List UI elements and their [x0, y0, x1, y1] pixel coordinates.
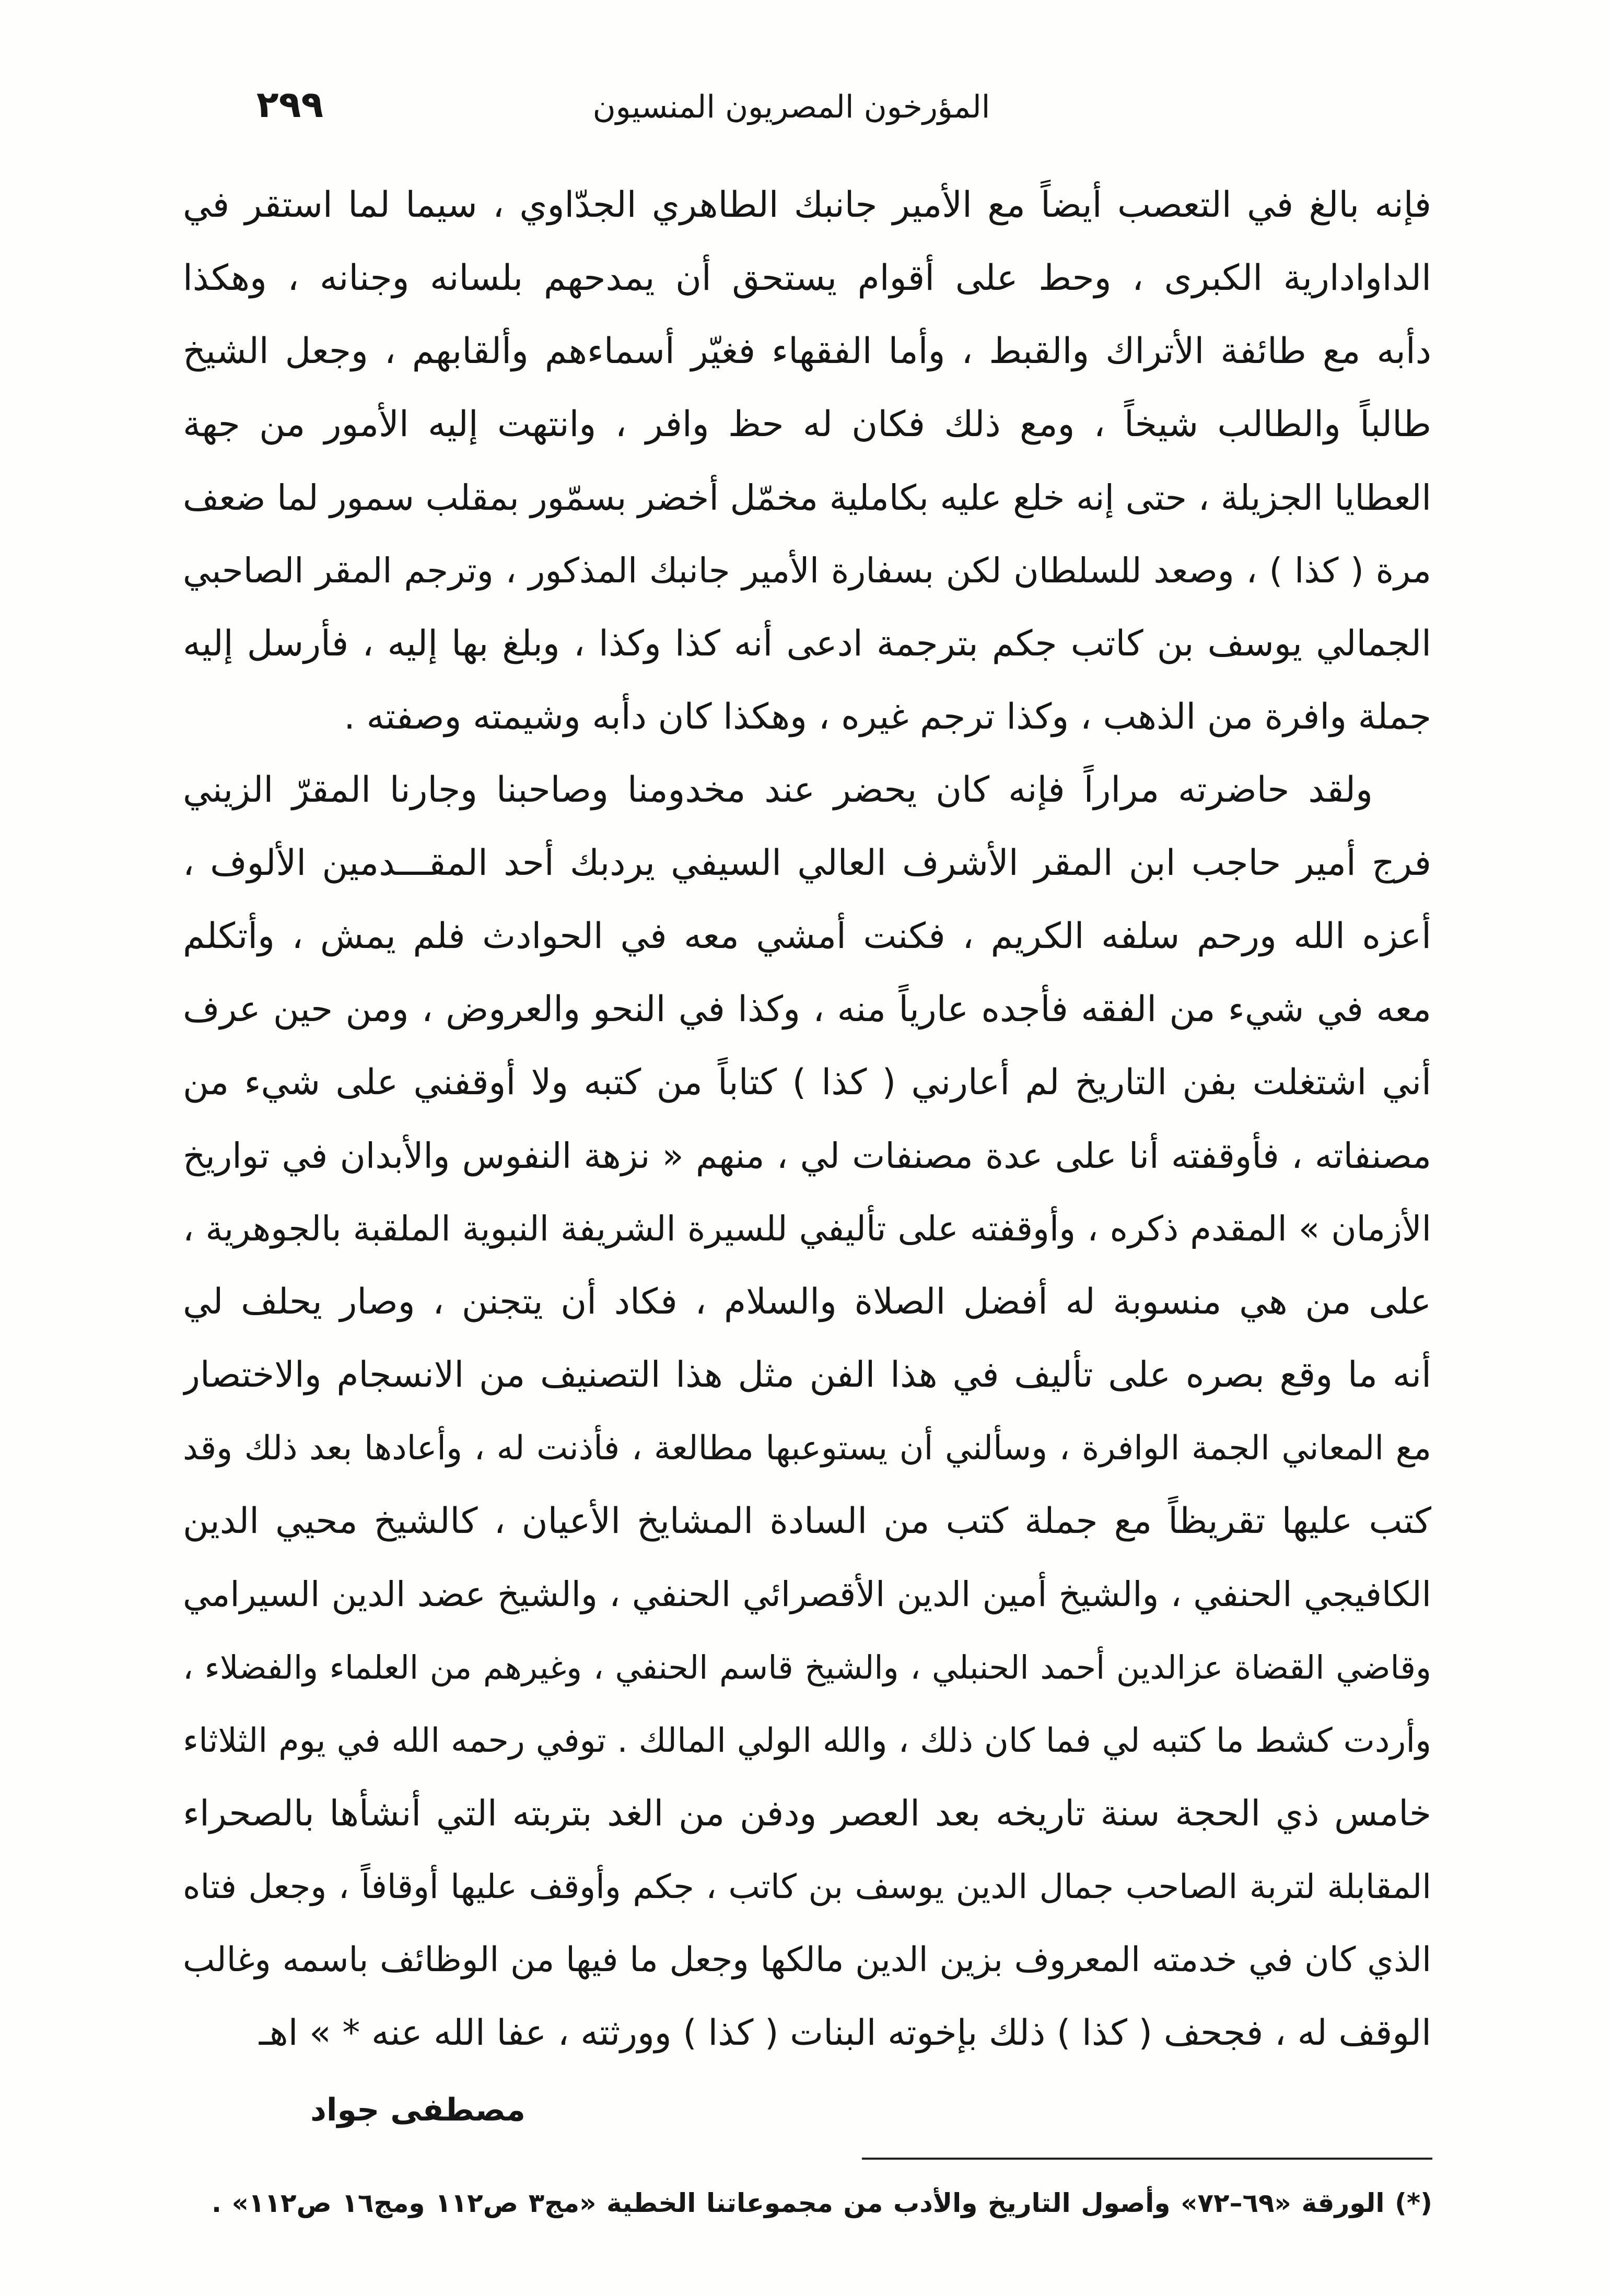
text-line: أنه ما وقع بصره على تأليف في هذا الفن مثل هذا التصنيف من الانسجام والاختصار [183, 1354, 1431, 1396]
text-line: الذي كان في خدمته المعروف بزين الدين مالكها وجعل ما فيها من الوظائف باسمه وغالب [183, 1940, 1431, 1979]
text-line: الجمالي يوسف بن كاتب جكم بترجمة ادعى أنه كذا وكذا ، وبلغ بها إليه ، فأرسل إليه [183, 623, 1431, 664]
text-line: على من هي منسوبة له أفضل الصلاة والسلام ، فكاد أن يتجنن ، وصار يحلف لي [183, 1281, 1431, 1322]
footnote: (*) الورقة «٦٩–٧٢» وأصول التاريخ والأدب من مجموعاتنا الخطية «مج٣ ص١١٢ ومج١٦ ص١١٢» . [212, 2188, 1432, 2218]
text-line: العطايا الجزيلة ، حتى إنه خلع عليه بكاملية مخمّل أخضر بسمّور بمقلب سمور لما ضعف [183, 477, 1431, 518]
running-head-title: المؤرخون المصريون المنسيون [592, 89, 990, 125]
page-number: ٢٩٩ [256, 83, 324, 126]
text-line: أعزه الله ورحم سلفه الكريم ، فكنت أمشي معه في الحوادث فلم يمش ، وأتكلم [183, 916, 1431, 957]
body-text [183, 169, 1431, 2070]
text-line: وأردت كشط ما كتبه لي فما كان ذلك ، والله الولي المالك . توفي رحمه الله في يوم الثلاثاء [183, 1721, 1431, 1760]
text-line: الوقف له ، فجحف ( كذا ) ذلك بإخوته البنات ( كذا ) وورثته ، عفا الله عنه * » اهـ [259, 2012, 1431, 2054]
text-line: الأزمان » المقدم ذكره ، وأوقفته على تأليفي للسيرة الشريفة النبوية الملقبة بالجوهرية ، [183, 1209, 1431, 1249]
text-line: كتب عليها تقريظاً مع جملة كتب من السادة المشايخ الأعيان ، كالشيخ محيي الدين [183, 1501, 1431, 1542]
footnote-rule [862, 2158, 1432, 2160]
text-line: أني اشتغلت بفن التاريخ لم أعارني ( كذا ) كتاباً من كتبه ولا أوقفني على شيء من [183, 1062, 1431, 1103]
text-line: خامس ذي الحجة سنة تاريخه بعد العصر ودفن من الغد بتربته التي أنشأها بالصحراء [183, 1793, 1431, 1834]
paragraph [183, 169, 1431, 754]
text-line: وقاضي القضاة عزالدين أحمد الحنبلي ، والشيخ قاسم الحنفي ، وغيرهم من العلماء والفضلاء ، [183, 1648, 1431, 1686]
text-line: فرج أمير حاجب ابن المقر الأشرف العالي السيفي يردبك أحد المقـــدمين الألوف ، [183, 842, 1431, 884]
text-line: مرة ( كذا ) ، وصعد للسلطان لكن بسفارة الأمير جانبك المذكور ، وترجم المقر الصاحبي [183, 550, 1431, 591]
text-line: طالباً والطالب شيخاً ، ومع ذلك فكان له حظ وافر ، وانتهت إليه الأمور من جهة [183, 404, 1431, 445]
text-line: المقابلة لتربة الصاحب جمال الدين يوسف بن كاتب ، جكم وأوقف عليها أوقافاً ، وجعل فتاه [183, 1868, 1431, 1906]
text-line: ولقد حاضرته مراراً فإنه كان يحضر عند مخدومنا وصاحبنا وجارنا المقرّ الزيني [183, 769, 1373, 811]
text-line: الداوادارية الكبرى ، وحط على أقوام يستحق أن يمدحهم بلسانه وجنانه ، وهكذا [183, 257, 1431, 299]
author-signature: مصطفى جواد [310, 2092, 526, 2128]
paragraph [183, 754, 1431, 2070]
text-line: معه في شيء من الفقه فأجده عارياً منه ، وكذا في النحو والعروض ، ومن حين عرف [183, 989, 1431, 1030]
text-line: الكافيجي الحنفي ، والشيخ أمين الدين الأقصرائي الحنفي ، والشيخ عضد الدين السيرامي [183, 1574, 1431, 1614]
text-line: جملة وافرة من الذهب ، وكذا ترجم غيره ، وهكذا كان دأبه وشيمته وصفته . [344, 696, 1431, 737]
text-line: فإنه بالغ في التعصب أيضاً مع الأمير جانبك الطاهري الجدّاوي ، سيما لما استقر في [183, 184, 1431, 226]
text-line: مع المعاني الجمة الوافرة ، وسألني أن يستوعبها مطالعة ، فأذنت له ، وأعادها بعد ذلك وقد [183, 1429, 1431, 1468]
text-line: مصنفاته ، فأوقفته أنا على عدة مصنفات لي ، منهم « نزهة النفوس والأبدان في تواريخ [183, 1135, 1431, 1176]
text-line: دأبه مع طائفة الأتراك والقبط ، وأما الفقهاء فغيّر أسماءهم وألقابهم ، وجعل الشيخ [183, 331, 1431, 372]
